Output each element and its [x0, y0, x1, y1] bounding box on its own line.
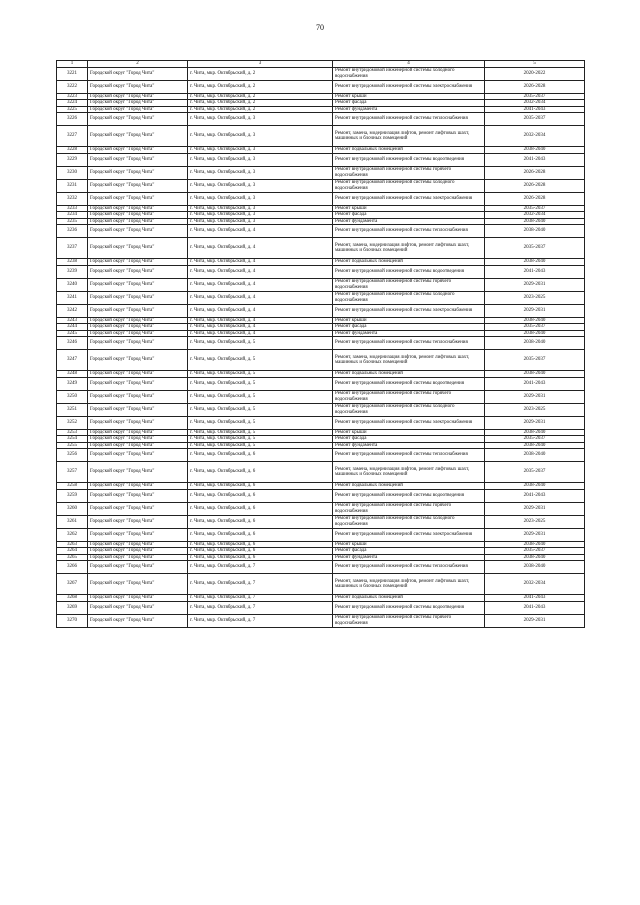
- work-type-cell: Ремонт внутридомовой инженерной системы водоотведения: [333, 265, 485, 278]
- work-type-cell: Ремонт внутридомовой инженерной системы водоотведения: [333, 153, 485, 166]
- work-type-cell: Ремонт внутридомовой инженерной системы горячего водоснабжения: [333, 166, 485, 179]
- period-cell: 2035-2037: [485, 350, 585, 371]
- row-number: 3263: [57, 541, 88, 548]
- table-row: [57, 561, 585, 574]
- period-cell: 2026-2028: [485, 179, 585, 192]
- municipality-cell: Городской округ "Город Чита": [88, 574, 188, 595]
- address-cell: г. Чита, мкр. Октябрьский, д. 6: [188, 462, 333, 483]
- municipality-cell: Городской округ "Город Чита": [88, 371, 188, 378]
- period-cell: 2041-2043: [485, 153, 585, 166]
- row-number: 3230: [57, 166, 88, 179]
- period-cell: 2032-2034: [485, 212, 585, 219]
- municipality-cell: Городской округ "Город Чита": [88, 554, 188, 561]
- table-row: [57, 377, 585, 390]
- row-number: 3269: [57, 601, 88, 614]
- address-cell: г. Чита, мкр. Октябрьский, д. 2: [188, 67, 333, 80]
- row-number: 3249: [57, 377, 88, 390]
- table-row: [57, 350, 585, 371]
- period-cell: 2041-2043: [485, 106, 585, 113]
- municipality-cell: Городской округ "Город Чита": [88, 528, 188, 541]
- municipality-cell: Городской округ "Город Чита": [88, 541, 188, 548]
- address-cell: г. Чита, мкр. Октябрьский, д. 3: [188, 153, 333, 166]
- period-cell: 2038-2040: [485, 429, 585, 436]
- address-cell: г. Чита, мкр. Октябрьский, д. 7: [188, 561, 333, 574]
- period-cell: 2032-2034: [485, 100, 585, 107]
- period-cell: 2038-2040: [485, 218, 585, 225]
- table-row: [57, 462, 585, 483]
- municipality-cell: Городской округ "Город Чита": [88, 561, 188, 574]
- work-type-cell: Ремонт внутридомовой инженерной системы водоотведения: [333, 377, 485, 390]
- address-cell: г. Чита, мкр. Октябрьский, д. 4: [188, 304, 333, 317]
- table-row: [57, 403, 585, 416]
- period-cell: 2038-2040: [485, 561, 585, 574]
- table-row: [57, 416, 585, 429]
- municipality-cell: Городской округ "Город Чита": [88, 291, 188, 304]
- table-row: [57, 179, 585, 192]
- work-type-cell: Ремонт, замена, модернизация лифтов, ремонт лифтовых шахт, машинных и блочных помещений: [333, 350, 485, 371]
- table-row: [57, 489, 585, 502]
- address-cell: г. Чита, мкр. Октябрьский, д. 3: [188, 192, 333, 205]
- work-type-cell: Ремонт внутридомовой инженерной системы горячего водоснабжения: [333, 502, 485, 515]
- work-type-cell: Ремонт подвальных помещений: [333, 147, 485, 154]
- period-cell: 2023-2025: [485, 515, 585, 528]
- period-cell: 2026-2028: [485, 192, 585, 205]
- address-cell: г. Чита, мкр. Октябрьский, д. 3: [188, 166, 333, 179]
- row-number: 3247: [57, 350, 88, 371]
- address-cell: г. Чита, мкр. Октябрьский, д. 6: [188, 483, 333, 490]
- period-cell: 2029-2031: [485, 304, 585, 317]
- municipality-cell: Городской округ "Город Чита": [88, 489, 188, 502]
- address-cell: г. Чита, мкр. Октябрьский, д. 6: [188, 541, 333, 548]
- period-cell: 2041-2043: [485, 601, 585, 614]
- address-cell: г. Чита, мкр. Октябрьский, д. 6: [188, 489, 333, 502]
- period-cell: 2038-2040: [485, 337, 585, 350]
- municipality-cell: Городской округ "Город Чита": [88, 278, 188, 291]
- municipality-cell: Городской округ "Город Чита": [88, 317, 188, 324]
- period-cell: 2035-2037: [485, 436, 585, 443]
- address-cell: г. Чита, мкр. Октябрьский, д. 4: [188, 324, 333, 331]
- table-row: [57, 166, 585, 179]
- row-number: 3221: [57, 67, 88, 80]
- work-type-cell: Ремонт фундамента: [333, 330, 485, 337]
- address-cell: г. Чита, мкр. Октябрьский, д. 2: [188, 100, 333, 107]
- address-cell: г. Чита, мкр. Октябрьский, д. 5: [188, 390, 333, 403]
- municipality-cell: Городской округ "Город Чита": [88, 416, 188, 429]
- work-type-cell: Ремонт, замена, модернизация лифтов, ремонт лифтовых шахт, машинных и блочных помещений: [333, 462, 485, 483]
- work-type-cell: Ремонт фасада: [333, 212, 485, 219]
- row-number: 3267: [57, 574, 88, 595]
- municipality-cell: Городской округ "Город Чита": [88, 259, 188, 266]
- registry-body: [57, 67, 585, 627]
- address-cell: г. Чита, мкр. Октябрьский, д. 5: [188, 377, 333, 390]
- municipality-cell: Городской округ "Город Чита": [88, 436, 188, 443]
- period-cell: 2041-2043: [485, 595, 585, 602]
- table-row: [57, 192, 585, 205]
- address-cell: г. Чита, мкр. Октябрьский, д. 5: [188, 403, 333, 416]
- period-cell: 2029-2031: [485, 614, 585, 627]
- municipality-cell: Городской округ "Город Чита": [88, 595, 188, 602]
- table-row: [57, 67, 585, 80]
- row-number: 3224: [57, 100, 88, 107]
- column-header: 5: [485, 61, 585, 68]
- row-number: 3258: [57, 483, 88, 490]
- table-row: [57, 238, 585, 259]
- table-row: [57, 225, 585, 238]
- work-type-cell: Ремонт подвальных помещений: [333, 483, 485, 490]
- table-row: [57, 515, 585, 528]
- municipality-cell: Городской округ "Город Чита": [88, 67, 188, 80]
- municipality-cell: Городской округ "Город Чита": [88, 218, 188, 225]
- row-number: 3237: [57, 238, 88, 259]
- row-number: 3261: [57, 515, 88, 528]
- municipality-cell: Городской округ "Город Чита": [88, 238, 188, 259]
- period-cell: 2038-2040: [485, 541, 585, 548]
- municipality-cell: Городской округ "Город Чита": [88, 93, 188, 100]
- row-number: 3228: [57, 147, 88, 154]
- period-cell: 2032-2034: [485, 126, 585, 147]
- address-cell: г. Чита, мкр. Октябрьский, д. 4: [188, 291, 333, 304]
- period-cell: 2038-2040: [485, 330, 585, 337]
- period-cell: 2035-2037: [485, 548, 585, 555]
- work-type-cell: Ремонт внутридомовой инженерной системы электроснабжения: [333, 528, 485, 541]
- table-row: [57, 574, 585, 595]
- row-number: 3253: [57, 429, 88, 436]
- municipality-cell: Городской округ "Город Чита": [88, 80, 188, 93]
- period-cell: 2026-2028: [485, 166, 585, 179]
- table-row: [57, 153, 585, 166]
- period-cell: 2038-2040: [485, 147, 585, 154]
- address-cell: г. Чита, мкр. Октябрьский, д. 5: [188, 442, 333, 449]
- period-cell: 2029-2031: [485, 502, 585, 515]
- period-cell: 2020-2022: [485, 67, 585, 80]
- row-number: 3233: [57, 205, 88, 212]
- municipality-cell: Городской округ "Город Чита": [88, 614, 188, 627]
- work-type-cell: Ремонт внутридомовой инженерной системы электроснабжения: [333, 80, 485, 93]
- period-cell: 2038-2040: [485, 259, 585, 266]
- municipality-cell: Городской округ "Город Чита": [88, 462, 188, 483]
- address-cell: г. Чита, мкр. Октябрьский, д. 5: [188, 416, 333, 429]
- period-cell: 2029-2031: [485, 278, 585, 291]
- period-cell: 2041-2043: [485, 265, 585, 278]
- work-type-cell: Ремонт внутридомовой инженерной системы холодного водоснабжения: [333, 67, 485, 80]
- table-row: [57, 390, 585, 403]
- municipality-cell: Городской округ "Город Чита": [88, 377, 188, 390]
- work-type-cell: Ремонт фундамента: [333, 106, 485, 113]
- work-type-cell: Ремонт фундамента: [333, 554, 485, 561]
- address-cell: г. Чита, мкр. Октябрьский, д. 7: [188, 595, 333, 602]
- municipality-cell: Городской округ "Город Чита": [88, 212, 188, 219]
- table-row: [57, 449, 585, 462]
- row-number: 3244: [57, 324, 88, 331]
- municipality-cell: Городской округ "Город Чита": [88, 502, 188, 515]
- municipality-cell: Городской округ "Город Чита": [88, 515, 188, 528]
- work-type-cell: Ремонт крыши: [333, 93, 485, 100]
- municipality-cell: Городской округ "Город Чита": [88, 192, 188, 205]
- period-cell: 2041-2043: [485, 377, 585, 390]
- work-type-cell: Ремонт внутридомовой инженерной системы горячего водоснабжения: [333, 614, 485, 627]
- row-number: 3242: [57, 304, 88, 317]
- municipality-cell: Городской округ "Город Чита": [88, 350, 188, 371]
- table-row: [57, 601, 585, 614]
- work-type-cell: Ремонт внутридомовой инженерной системы электроснабжения: [333, 416, 485, 429]
- municipality-cell: Городской округ "Город Чита": [88, 601, 188, 614]
- work-type-cell: Ремонт фасада: [333, 324, 485, 331]
- address-cell: г. Чита, мкр. Октябрьский, д. 3: [188, 179, 333, 192]
- row-number: 3257: [57, 462, 88, 483]
- table-row: [57, 278, 585, 291]
- work-type-cell: Ремонт внутридомовой инженерной системы холодного водоснабжения: [333, 179, 485, 192]
- period-cell: 2038-2040: [485, 483, 585, 490]
- address-cell: г. Чита, мкр. Октябрьский, д. 5: [188, 337, 333, 350]
- row-number: 3223: [57, 93, 88, 100]
- row-number: 3268: [57, 595, 88, 602]
- period-cell: 2035-2037: [485, 462, 585, 483]
- address-cell: г. Чита, мкр. Октябрьский, д. 6: [188, 449, 333, 462]
- work-type-cell: Ремонт фасада: [333, 548, 485, 555]
- municipality-cell: Городской округ "Город Чита": [88, 548, 188, 555]
- period-cell: 2035-2037: [485, 324, 585, 331]
- municipality-cell: Городской округ "Город Чита": [88, 304, 188, 317]
- address-cell: г. Чита, мкр. Октябрьский, д. 4: [188, 278, 333, 291]
- row-number: 3236: [57, 225, 88, 238]
- address-cell: г. Чита, мкр. Октябрьский, д. 2: [188, 80, 333, 93]
- column-header: 2: [88, 61, 188, 68]
- row-number: 3254: [57, 436, 88, 443]
- municipality-cell: Городской округ "Город Чита": [88, 147, 188, 154]
- address-cell: г. Чита, мкр. Октябрьский, д. 3: [188, 205, 333, 212]
- row-number: 3260: [57, 502, 88, 515]
- row-number: 3264: [57, 548, 88, 555]
- municipality-cell: Городской округ "Город Чита": [88, 106, 188, 113]
- address-cell: г. Чита, мкр. Октябрьский, д. 6: [188, 515, 333, 528]
- period-cell: 2038-2040: [485, 449, 585, 462]
- period-cell: 2035-2037: [485, 205, 585, 212]
- row-number: 3226: [57, 113, 88, 126]
- work-type-cell: Ремонт, замена, модернизация лифтов, ремонт лифтовых шахт, машинных и блочных помещений: [333, 238, 485, 259]
- row-number: 3262: [57, 528, 88, 541]
- work-type-cell: Ремонт внутридомовой инженерной системы водоотведения: [333, 601, 485, 614]
- work-type-cell: Ремонт подвальных помещений: [333, 595, 485, 602]
- row-number: 3235: [57, 218, 88, 225]
- municipality-cell: Городской округ "Город Чита": [88, 153, 188, 166]
- table-row: [57, 502, 585, 515]
- period-cell: 2035-2037: [485, 113, 585, 126]
- row-number: 3248: [57, 371, 88, 378]
- period-cell: 2032-2034: [485, 574, 585, 595]
- column-header: 4: [333, 61, 485, 68]
- period-cell: 2035-2037: [485, 93, 585, 100]
- row-number: 3225: [57, 106, 88, 113]
- municipality-cell: Городской округ "Город Чита": [88, 483, 188, 490]
- work-type-cell: Ремонт фундамента: [333, 218, 485, 225]
- period-cell: 2038-2040: [485, 554, 585, 561]
- row-number: 3231: [57, 179, 88, 192]
- address-cell: г. Чита, мкр. Октябрьский, д. 5: [188, 436, 333, 443]
- row-number: 3265: [57, 554, 88, 561]
- address-cell: г. Чита, мкр. Октябрьский, д. 7: [188, 601, 333, 614]
- municipality-cell: Городской округ "Город Чита": [88, 179, 188, 192]
- municipality-cell: Городской округ "Город Чита": [88, 429, 188, 436]
- row-number: 3252: [57, 416, 88, 429]
- work-type-cell: Ремонт внутридомовой инженерной системы холодного водоснабжения: [333, 515, 485, 528]
- work-type-cell: Ремонт внутридомовой инженерной системы электроснабжения: [333, 304, 485, 317]
- work-type-cell: Ремонт внутридомовой инженерной системы водоотведения: [333, 489, 485, 502]
- address-cell: г. Чита, мкр. Октябрьский, д. 4: [188, 330, 333, 337]
- work-type-cell: Ремонт внутридомовой инженерной системы теплоснабжения: [333, 449, 485, 462]
- work-type-cell: Ремонт внутридомовой инженерной системы горячего водоснабжения: [333, 278, 485, 291]
- address-cell: г. Чита, мкр. Октябрьский, д. 7: [188, 574, 333, 595]
- row-number: 3238: [57, 259, 88, 266]
- address-cell: г. Чита, мкр. Октябрьский, д. 6: [188, 548, 333, 555]
- period-cell: 2035-2037: [485, 238, 585, 259]
- municipality-cell: Городской округ "Город Чита": [88, 205, 188, 212]
- work-type-cell: Ремонт фасада: [333, 436, 485, 443]
- period-cell: 2038-2040: [485, 225, 585, 238]
- work-type-cell: Ремонт внутридомовой инженерной системы холодного водоснабжения: [333, 291, 485, 304]
- work-type-cell: Ремонт внутридомовой инженерной системы электроснабжения: [333, 192, 485, 205]
- table-row: [57, 337, 585, 350]
- work-type-cell: Ремонт подвальных помещений: [333, 371, 485, 378]
- row-number: 3266: [57, 561, 88, 574]
- table-row: [57, 126, 585, 147]
- work-type-cell: Ремонт фундамента: [333, 442, 485, 449]
- municipality-cell: Городской округ "Город Чита": [88, 126, 188, 147]
- table-row: [57, 265, 585, 278]
- row-number: 3255: [57, 442, 88, 449]
- row-number: 3246: [57, 337, 88, 350]
- municipality-cell: Городской округ "Город Чита": [88, 337, 188, 350]
- work-type-cell: Ремонт внутридомовой инженерной системы горячего водоснабжения: [333, 390, 485, 403]
- address-cell: г. Чита, мкр. Октябрьский, д. 4: [188, 317, 333, 324]
- address-cell: г. Чита, мкр. Октябрьский, д. 3: [188, 212, 333, 219]
- address-cell: г. Чита, мкр. Октябрьский, д. 6: [188, 502, 333, 515]
- row-number: 3227: [57, 126, 88, 147]
- row-number: 3240: [57, 278, 88, 291]
- row-number: 3245: [57, 330, 88, 337]
- page-number: 70: [316, 23, 324, 32]
- address-cell: г. Чита, мкр. Октябрьский, д. 7: [188, 614, 333, 627]
- row-number: 3259: [57, 489, 88, 502]
- work-type-cell: Ремонт внутридомовой инженерной системы теплоснабжения: [333, 113, 485, 126]
- period-cell: 2038-2040: [485, 317, 585, 324]
- period-cell: 2029-2031: [485, 390, 585, 403]
- row-number: 3239: [57, 265, 88, 278]
- work-type-cell: Ремонт, замена, модернизация лифтов, ремонт лифтовых шахт, машинных и блочных помещений: [333, 126, 485, 147]
- row-number: 3256: [57, 449, 88, 462]
- municipality-cell: Городской округ "Город Чита": [88, 442, 188, 449]
- period-cell: 2023-2025: [485, 403, 585, 416]
- address-cell: г. Чита, мкр. Октябрьский, д. 2: [188, 106, 333, 113]
- address-cell: г. Чита, мкр. Октябрьский, д. 4: [188, 259, 333, 266]
- work-type-cell: Ремонт крыши: [333, 541, 485, 548]
- address-cell: г. Чита, мкр. Октябрьский, д. 6: [188, 528, 333, 541]
- row-number: 3243: [57, 317, 88, 324]
- column-header: 1: [57, 61, 88, 68]
- work-type-cell: Ремонт крыши: [333, 429, 485, 436]
- period-cell: 2023-2025: [485, 291, 585, 304]
- table-row: [57, 291, 585, 304]
- row-number: 3234: [57, 212, 88, 219]
- period-cell: 2029-2031: [485, 416, 585, 429]
- work-type-cell: Ремонт внутридомовой инженерной системы холодного водоснабжения: [333, 403, 485, 416]
- address-cell: г. Чита, мкр. Октябрьский, д. 3: [188, 113, 333, 126]
- address-cell: г. Чита, мкр. Октябрьский, д. 3: [188, 218, 333, 225]
- work-type-cell: Ремонт внутридомовой инженерной системы теплоснабжения: [333, 225, 485, 238]
- municipality-cell: Городской округ "Город Чита": [88, 225, 188, 238]
- table-row: [57, 528, 585, 541]
- address-cell: г. Чита, мкр. Октябрьский, д. 5: [188, 371, 333, 378]
- municipality-cell: Городской округ "Город Чита": [88, 324, 188, 331]
- address-cell: г. Чита, мкр. Октябрьский, д. 4: [188, 225, 333, 238]
- address-cell: г. Чита, мкр. Октябрьский, д. 3: [188, 147, 333, 154]
- work-type-cell: Ремонт, замена, модернизация лифтов, ремонт лифтовых шахт, машинных и блочных помещений: [333, 574, 485, 595]
- period-cell: 2038-2040: [485, 442, 585, 449]
- address-cell: г. Чита, мкр. Октябрьский, д. 5: [188, 350, 333, 371]
- row-number: 3229: [57, 153, 88, 166]
- address-cell: г. Чита, мкр. Октябрьский, д. 6: [188, 554, 333, 561]
- municipality-cell: Городской округ "Город Чита": [88, 449, 188, 462]
- table-row: [57, 614, 585, 627]
- column-header: 3: [188, 61, 333, 68]
- table-row: [57, 113, 585, 126]
- municipality-cell: Городской округ "Город Чита": [88, 113, 188, 126]
- row-number: 3232: [57, 192, 88, 205]
- municipality-cell: Городской округ "Город Чита": [88, 166, 188, 179]
- address-cell: г. Чита, мкр. Октябрьский, д. 5: [188, 429, 333, 436]
- address-cell: г. Чита, мкр. Октябрьский, д. 4: [188, 238, 333, 259]
- municipality-cell: Городской округ "Город Чита": [88, 330, 188, 337]
- row-number: 3250: [57, 390, 88, 403]
- work-type-cell: Ремонт внутридомовой инженерной системы теплоснабжения: [333, 337, 485, 350]
- work-type-cell: Ремонт крыши: [333, 317, 485, 324]
- municipality-cell: Городской округ "Город Чита": [88, 403, 188, 416]
- municipality-cell: Городской округ "Город Чита": [88, 390, 188, 403]
- registry-table: [56, 60, 585, 628]
- work-type-cell: Ремонт внутридомовой инженерной системы теплоснабжения: [333, 561, 485, 574]
- municipality-cell: Городской округ "Город Чита": [88, 265, 188, 278]
- row-number: 3251: [57, 403, 88, 416]
- period-cell: 2026-2028: [485, 80, 585, 93]
- table-row: [57, 80, 585, 93]
- period-cell: 2029-2031: [485, 528, 585, 541]
- address-cell: г. Чита, мкр. Октябрьский, д. 4: [188, 265, 333, 278]
- address-cell: г. Чита, мкр. Октябрьский, д. 3: [188, 126, 333, 147]
- work-type-cell: Ремонт крыши: [333, 205, 485, 212]
- row-number: 3270: [57, 614, 88, 627]
- work-type-cell: Ремонт подвальных помещений: [333, 259, 485, 266]
- address-cell: г. Чита, мкр. Октябрьский, д. 2: [188, 93, 333, 100]
- work-type-cell: Ремонт фасада: [333, 100, 485, 107]
- municipality-cell: Городской округ "Город Чита": [88, 100, 188, 107]
- table-row: [57, 304, 585, 317]
- period-cell: 2038-2040: [485, 371, 585, 378]
- row-number: 3222: [57, 80, 88, 93]
- period-cell: 2041-2043: [485, 489, 585, 502]
- row-number: 3241: [57, 291, 88, 304]
